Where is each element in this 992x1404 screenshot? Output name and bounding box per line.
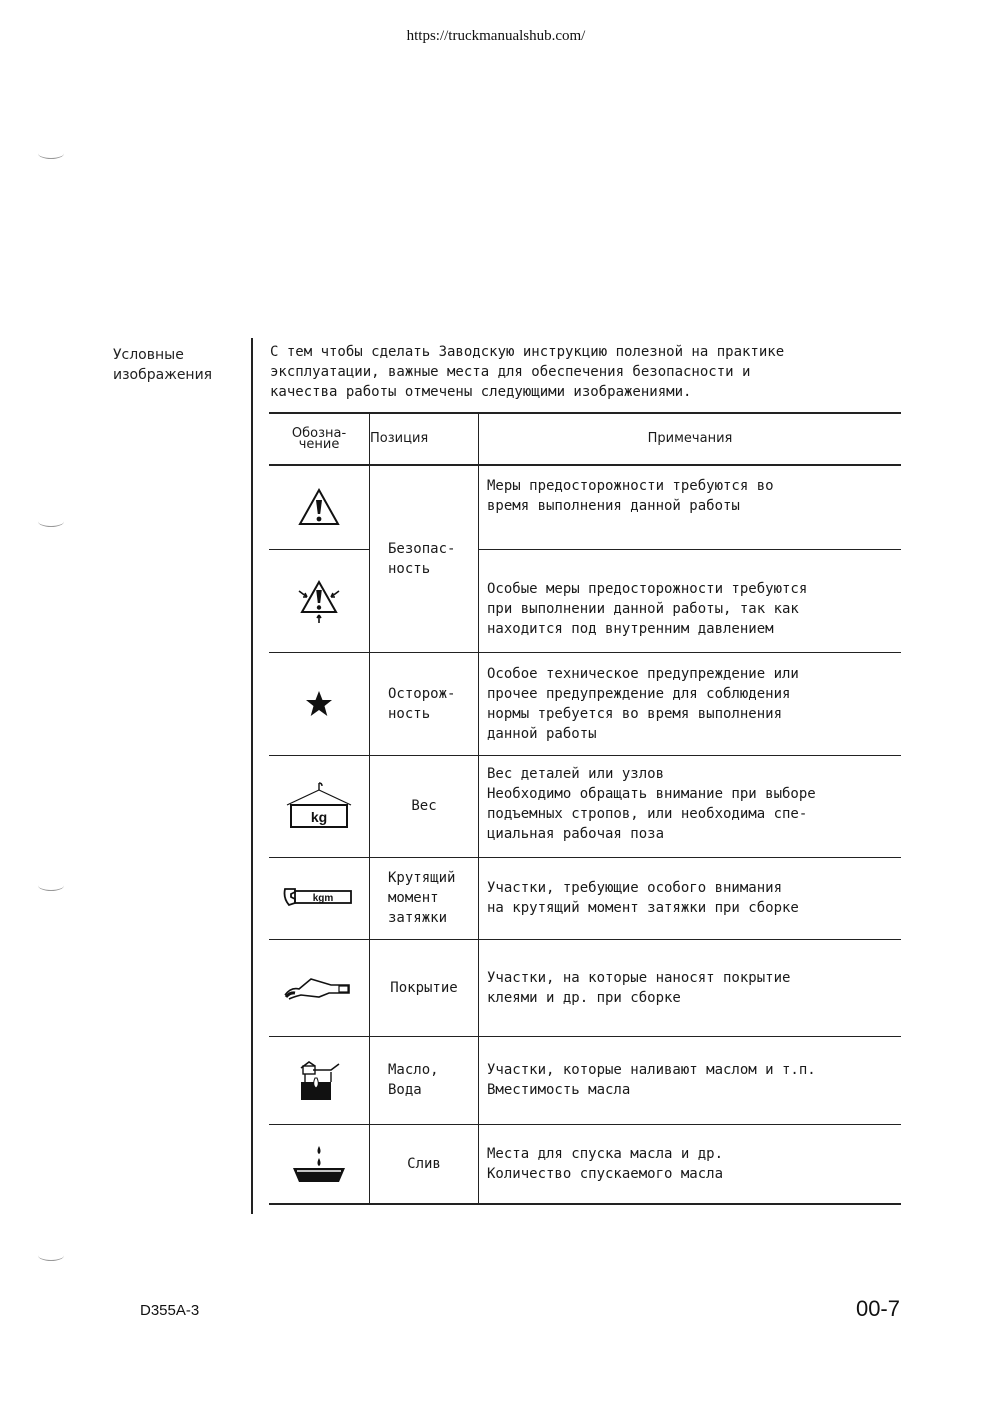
table-row [269,1124,901,1204]
section-label-line: изображения [113,367,213,383]
position-line: ность [388,705,431,722]
symbols-table [269,412,901,1205]
note-line: на крутящий момент затяжки при сборке [487,900,799,916]
symbol-cell [269,652,370,755]
note-line: циальная рабочая поза [487,825,665,842]
weight-kg-label: kg [310,809,328,825]
model-number: D355A-3 [140,1302,200,1319]
header-position: Позиция [370,413,479,465]
position-cell [370,857,479,939]
symbol-cell [269,1124,370,1204]
notes-cell [479,652,902,755]
position-line: Вода [388,1082,422,1098]
note-line: данной работы [487,725,597,742]
note-line: Вместимость масла [487,1082,631,1098]
binder-hole-mark [38,148,64,159]
header-notes: Примечания [479,413,902,465]
position-line: Безопас- [388,540,456,557]
note-line: находится под внутренним давлением [487,620,774,637]
table-row [269,549,901,652]
torque-wrench-icon [281,883,357,913]
binder-hole-mark [38,880,64,891]
symbol-cell [269,465,370,549]
table-row [269,465,901,549]
pressure-warning-triangle-icon [295,577,343,625]
warning-triangle-icon [297,487,341,527]
table-row [269,939,901,1036]
coating-tube-icon [281,973,357,1003]
header-symbol [269,413,370,465]
notes-cell [479,755,902,857]
section-label [113,345,212,385]
drain-pan-icon [289,1142,349,1186]
notes-cell [479,549,902,652]
notes-cell [479,1124,902,1204]
note-line: нормы требуется во время выполнения [487,705,783,722]
position-line: Осторож- [388,685,456,702]
note-line: при выполнении данной работы, так как [487,600,799,617]
position-line: Вес [411,798,437,814]
position-line: ность [388,560,431,577]
note-line: Особые меры предосторожности требуются [487,580,808,597]
section-divider-line [251,338,253,1214]
table-row [269,1036,901,1124]
position-line: момент [388,890,439,906]
note-line: Вес деталей или узлов [487,765,665,782]
notes-cell [479,465,902,549]
position-cell [370,1036,479,1124]
binder-hole-mark [38,516,64,527]
position-cell [370,652,479,755]
symbol-cell [269,1036,370,1124]
table-row [269,755,901,857]
header-symbol-line: чение [298,437,340,452]
position-line: Покрытие [390,979,458,996]
section-label-line: Условные [113,347,184,363]
note-line: Участки, требующие особого внимания [487,880,783,896]
source-url[interactable]: https://truckmanualshub.com/ [406,28,586,44]
header-symbol-line: Обозна- [291,426,347,441]
symbol-cell [269,549,370,652]
notes-cell [479,1036,902,1124]
position-line: Масло, [388,1062,439,1078]
position-line: Слив [407,1155,441,1172]
symbol-cell [269,857,370,939]
position-line: Крутящий [388,870,456,886]
oil-can-icon [295,1058,343,1102]
page-number: 00-7 [855,1296,900,1321]
position-line: затяжки [388,910,448,926]
note-line: время выполнения данной работы [487,498,740,514]
note-line: Места для спуска масла и др. [487,1145,724,1162]
note-line: прочее предупреждение для соблюдения [487,685,791,702]
note-line: Количество спускаемого масла [487,1165,724,1182]
symbol-cell [269,939,370,1036]
table-row [269,857,901,939]
position-cell [370,755,479,857]
note-line: подъемных стропов, или необходима спе- [487,805,808,822]
note-line: Участки, на которые наносят покрытие [487,969,791,986]
table-header-row [269,413,901,465]
note-line: Участки, которые наливают маслом и т.п. [487,1062,816,1078]
notes-cell [479,857,902,939]
weight-kg-icon [281,781,357,831]
note-line: Необходимо обращать внимание при выборе [487,785,816,802]
note-line: Особое техническое предупреждение или [487,665,799,682]
position-cell [370,1124,479,1204]
position-cell [370,465,479,652]
position-cell [370,939,479,1036]
torque-kgm-label: kgm [312,893,334,904]
star-icon [304,689,334,719]
symbol-cell [269,755,370,857]
table-row [269,652,901,755]
note-line: Меры предосторожности требуются во [487,478,774,494]
binder-hole-mark [38,1250,64,1261]
notes-cell [479,939,902,1036]
note-line: клеями и др. при сборке [487,989,681,1006]
intro-paragraph: С тем чтобы сделать Заводскую инструкцию полезной на практике эксплуатации, важные места для обеспечения безопасности и качества работы отмечены следующими изображениями. [270,344,785,400]
